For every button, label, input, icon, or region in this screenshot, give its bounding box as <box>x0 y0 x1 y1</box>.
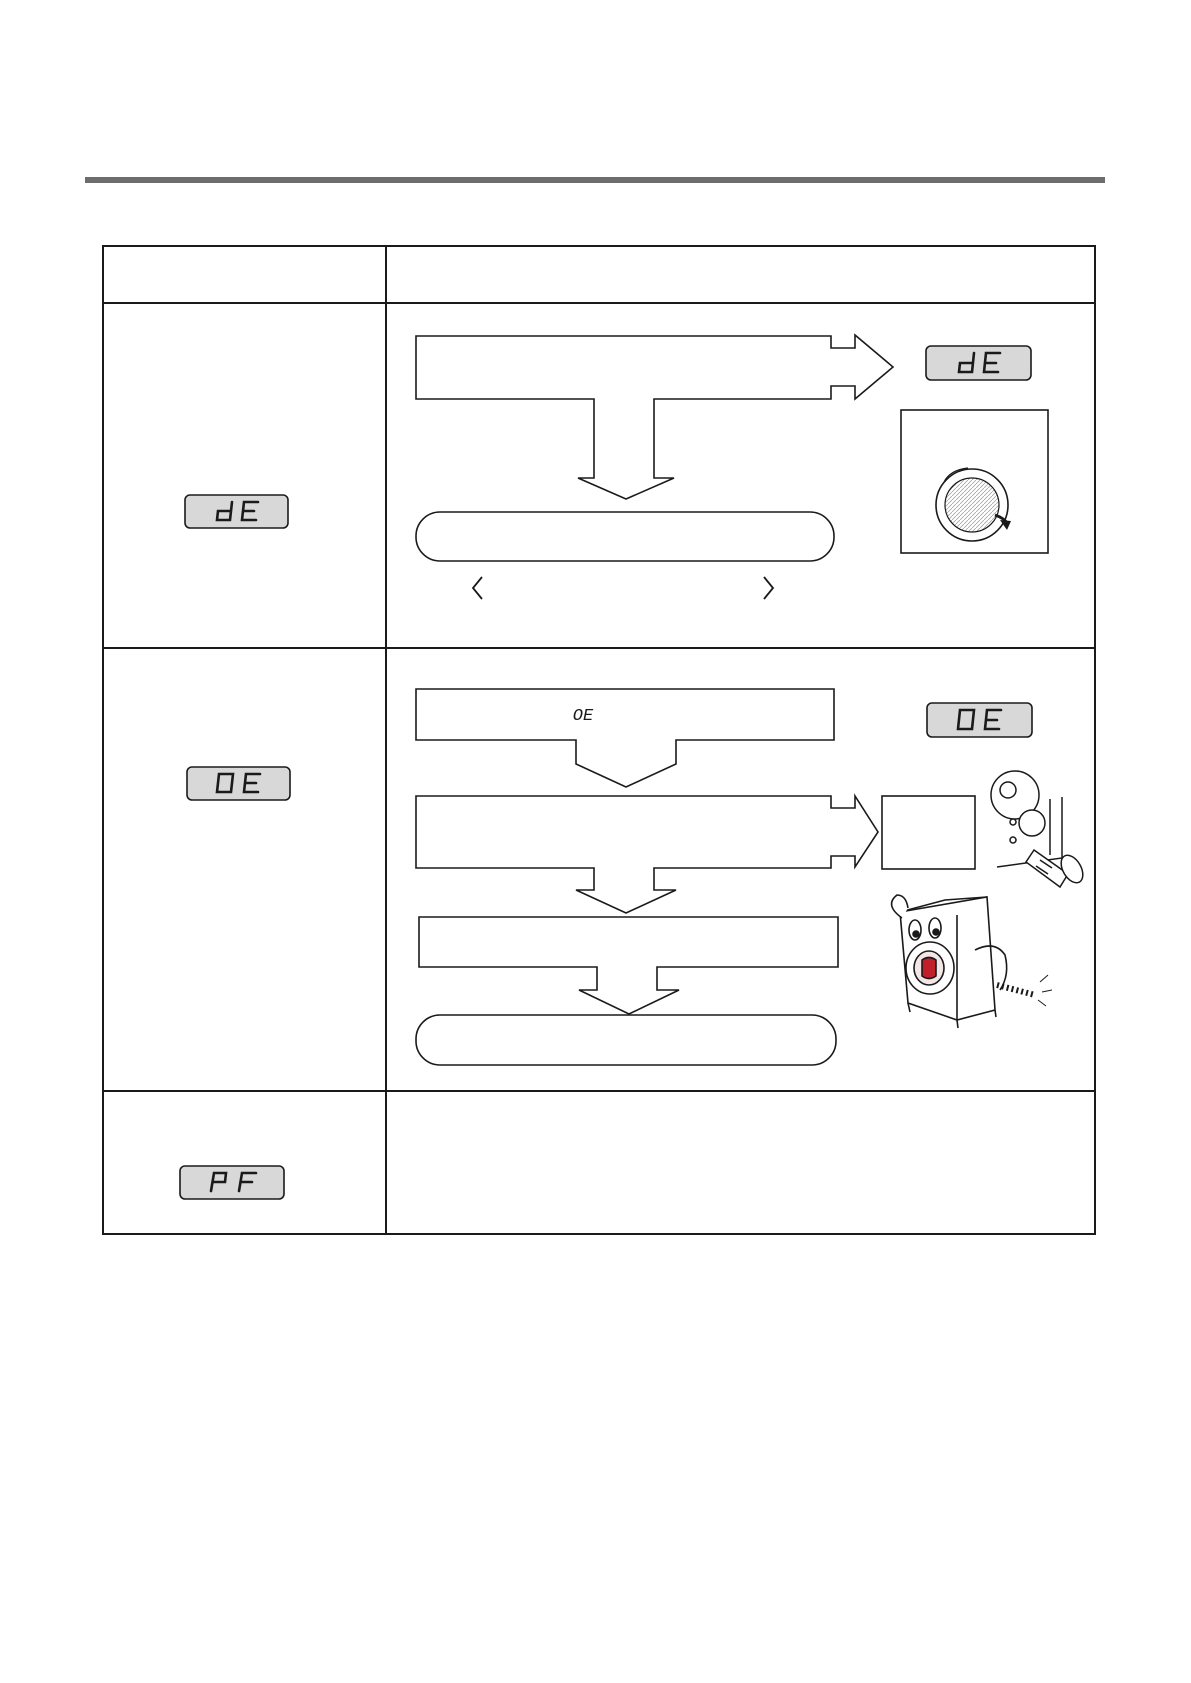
oe-flow-box-3 <box>419 917 838 1014</box>
lcd-code-oe-right <box>926 702 1033 738</box>
lcd-code-pf <box>179 1165 285 1200</box>
bracket-right-icon <box>764 577 773 599</box>
oe-inline-code: OE <box>572 707 594 726</box>
drain-filter-icon <box>991 771 1087 887</box>
lcd-code-de-right <box>925 345 1032 381</box>
door-knob-icon <box>901 410 1048 553</box>
washer-mascot-icon <box>892 895 1052 1028</box>
bracket-left-icon <box>473 577 482 599</box>
oe-flow <box>416 689 975 1065</box>
lcd-code-de-left <box>184 494 289 529</box>
oe-flow-box-2 <box>416 796 878 913</box>
de-flow-box-1 <box>416 335 893 499</box>
lcd-code-oe-left <box>186 766 291 801</box>
de-bracket <box>473 577 773 599</box>
oe-result-box <box>416 1015 836 1065</box>
de-result-box <box>416 512 834 561</box>
oe-side-box <box>882 796 975 869</box>
oe-flow-box-1 <box>416 689 834 787</box>
de-flow <box>416 335 893 561</box>
